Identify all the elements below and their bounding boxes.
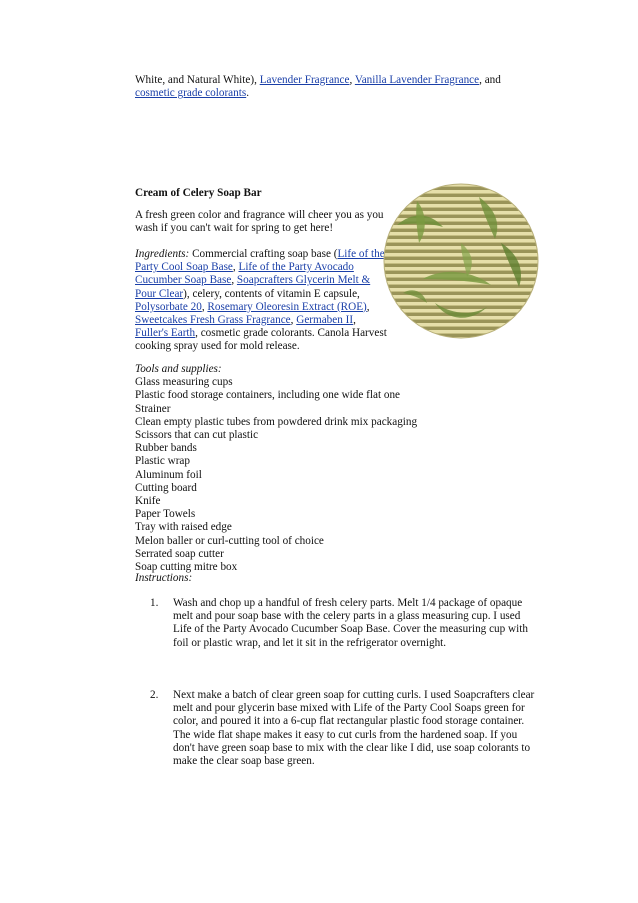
- link-polysorbate-20[interactable]: Polysorbate 20: [135, 300, 202, 313]
- tool-item: Plastic food storage containers, including one wide flat one: [135, 389, 401, 402]
- intro-text: ,: [349, 74, 355, 86]
- link-fullers-earth[interactable]: Fuller's Earth: [135, 327, 196, 340]
- tool-item: Clean empty plastic tubes from powdered drink mix packaging: [135, 415, 418, 428]
- tool-item: Serrated soap cutter: [135, 547, 224, 560]
- intro-paragraph: [135, 74, 535, 100]
- tool-item: Soap cutting mitre box: [135, 561, 238, 574]
- tool-item: Scissors that can cut plastic: [135, 429, 259, 442]
- recipe-title: Cream of Celery Soap Bar: [135, 187, 262, 199]
- step-text: Wash and chop up a handful of fresh celery parts. Melt 1/4 package of opaque melt and pour soap base with the celery parts in a glass measuring cup. I used Life of the Party Avocado Cucumber Soap Base. Cover the measuring cup with foil or plastic wrap, and let it sit in the refrigerator overnight.: [173, 597, 528, 649]
- instructions-label: Instructions:: [135, 572, 193, 584]
- step-text: Next make a batch of clear green soap for cutting curls. I used Soapcrafters clear melt and pour glycerin base mixed with Life of the Party Cool Soaps green for color, and poured it into a 6-cup flat rectangular plastic food storage container. The wide flat shape makes it easy to cut curls from the hardened soap. If you don't have green soap base to mix with the clear like I did, use soap colorants to make the clear soap base green.: [173, 689, 535, 768]
- step-number: 2.: [150, 689, 159, 701]
- tool-item: Rubber bands: [135, 442, 197, 455]
- tool-item: Tray with raised edge: [135, 521, 232, 534]
- ingredients-text: ,: [353, 314, 356, 327]
- tool-item: Glass measuring cups: [135, 376, 233, 389]
- ingredients-text: ,: [366, 300, 370, 313]
- link-lavender-fragrance[interactable]: Lavender Fragrance: [259, 74, 350, 86]
- link-rosemary-oleoresin[interactable]: Rosemary Oleoresin Extract (ROE): [207, 300, 367, 313]
- ingredients-text: ), celery, contents of vitamin E capsule,: [183, 287, 360, 300]
- intro-text: , and: [479, 74, 501, 86]
- tool-item: Strainer: [135, 402, 171, 415]
- link-soapcrafters-glycerin[interactable]: Soapcrafters Glycerin Melt & Pour Clear: [135, 274, 371, 300]
- step-number: 1.: [150, 597, 159, 609]
- ingredients-label: Ingredients:: [135, 248, 190, 260]
- tools-list: [135, 363, 435, 574]
- ingredients-text: Commercial crafting soap base (: [189, 248, 338, 260]
- soap-bar-photo: [383, 183, 539, 339]
- tool-item: Cutting board: [135, 481, 197, 494]
- tool-item: Plastic wrap: [135, 455, 190, 468]
- tool-item: Paper Towels: [135, 508, 196, 521]
- ingredients-text: , cosmetic grade colorants. Canola Harvest cooking spray used for mold release.: [135, 327, 387, 353]
- tools-label: Tools and supplies:: [135, 363, 222, 375]
- ingredients-text: ,: [201, 300, 208, 313]
- ingredients-text: ,: [290, 314, 297, 327]
- link-germaben-ii[interactable]: Germaben II: [296, 314, 354, 327]
- ingredients-text: ,: [232, 261, 239, 274]
- tool-item: Aluminum foil: [135, 468, 202, 481]
- intro-text: White, and Natural White),: [135, 74, 260, 86]
- link-life-party-avocado-cucumber[interactable]: Life of the Party Avocado Cucumber Soap Base: [135, 261, 354, 287]
- link-cosmetic-grade-colorants[interactable]: cosmetic grade colorants: [135, 87, 247, 100]
- link-sweetcakes-fresh-grass[interactable]: Sweetcakes Fresh Grass Fragrance: [135, 314, 291, 327]
- ingredients-text: ,: [231, 274, 237, 287]
- link-vanilla-lavender-fragrance[interactable]: Vanilla Lavender Fragrance: [354, 74, 480, 86]
- tool-item: Melon baller or curl-cutting tool of choice: [135, 534, 324, 547]
- ingredients-paragraph: [135, 248, 389, 354]
- recipe-description: A fresh green color and fragrance will cheer you as you wash if you can't wait for spring to get here!: [135, 209, 384, 235]
- intro-text: .: [246, 87, 250, 100]
- tool-item: Knife: [135, 495, 161, 508]
- link-life-party-cool-soap-base[interactable]: Life of the Party Cool Soap Base: [135, 248, 385, 274]
